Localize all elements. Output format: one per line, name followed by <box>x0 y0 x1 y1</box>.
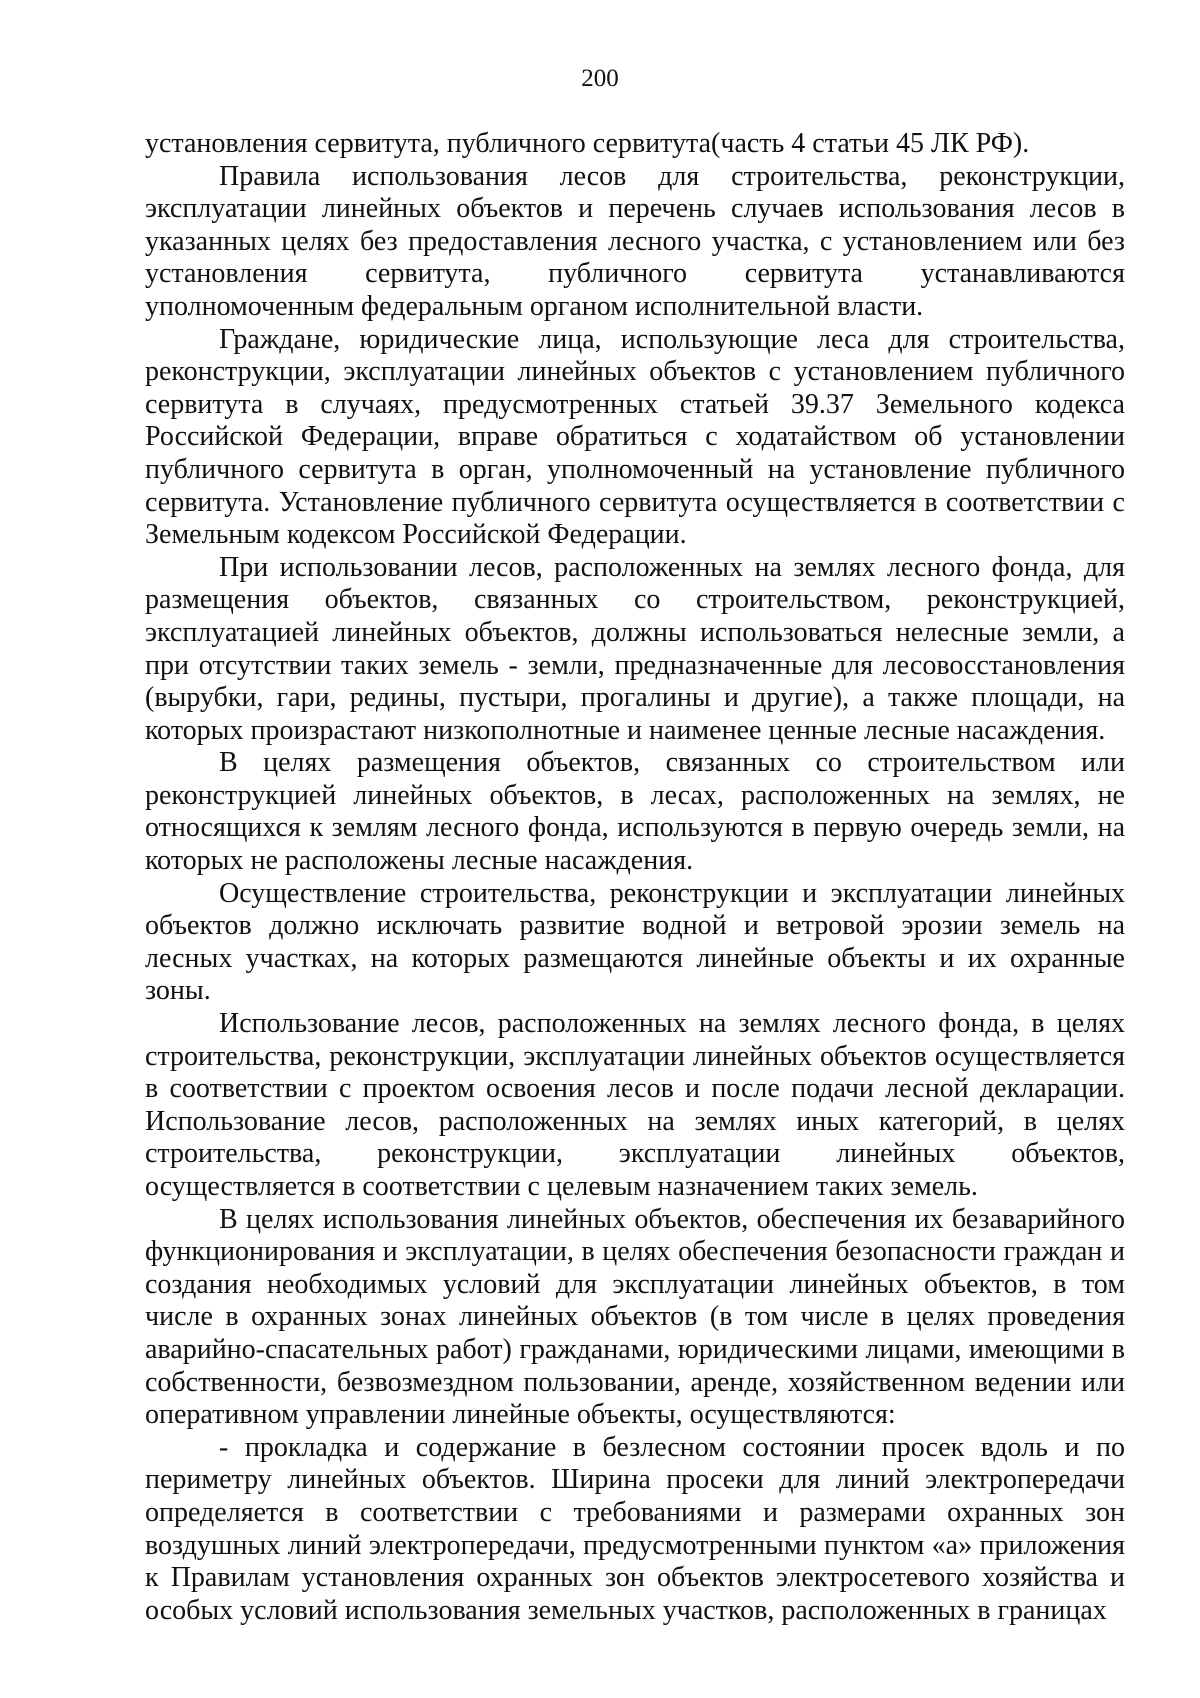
paragraph-rules: Правила использования лесов для строительства, реконструкции, эксплуатации линейных объектов и перечень случаев использования лесов в указанных целях без предоставления лесного участка, с установлением или без установления сервитута, публичного сервитута устанавливаются уполномоченным федеральным органом исполнительной власти. <box>145 160 1125 322</box>
paragraph-project-declaration: Использование лесов, расположенных на землях лесного фонда, в целях строительства, реконструкции, эксплуатации линейных объектов осуществляется в соответствии с проектом освоения лесов и после подачи лесной декларации. Использование лесов, расположенных на землях иных категорий, в целях строительства, реконструкции, эксплуатации линейных объектов, осуществляется в соответствии с целевым назначением таких земель. <box>145 1008 1125 1202</box>
paragraph-clearings: - прокладка и содержание в безлесном состоянии просек вдоль и по периметру линейных объектов. Ширина просеки для линий электропередачи определяется в соответствии с требованиями и размерами охранных зон воздушных линий электропередачи, предусмотренными пунктом «а» приложения к Правилам установления охранных зон объектов электросетевого хозяйства и особых условий использования земельных участков, расположенных в границах <box>145 1431 1125 1626</box>
paragraph-erosion: Осуществление строительства, реконструкции и эксплуатации линейных объектов должно исключать развитие водной и ветровой эрозии земель на лесных участках, на которых размещаются линейные объекты и их охранные зоны. <box>145 877 1125 1007</box>
paragraph-operation-goals: В целях использования линейных объектов, обеспечения их безаварийного функционирования и эксплуатации, в целях обеспечения безопасности граждан и создания необходимых условий для эксплуатации линейных объектов, в том числе в охранных зонах линейных объектов (в том числе в целях проведения аварийно-спасательных работ) гражданами, юридическими лицами, имеющими в собственности, безвозмездном пользовании, аренде, хозяйственном ведении или оперативном управлении линейные объекты, осуществляются: <box>145 1203 1125 1431</box>
paragraph-continuation: установления сервитута, публичного сервитута(часть 4 статьи 45 ЛК РФ). <box>145 128 1030 159</box>
document-body <box>145 128 1125 1627</box>
page-number: 200 <box>581 65 619 92</box>
paragraph-citizens: Граждане, юридические лица, использующие леса для строительства, реконструкции, эксплуатации линейных объектов с установлением публичного сервитута в случаях, предусмотренных статьей 39.37 Земельного кодекса Российской Федерации, вправе обратиться с ходатайством об установлении публичного сервитута в орган, уполномоченный на установление публичного сервитута. Установление публичного сервитута осуществляется в соответствии с Земельным кодексом Российской Федерации. <box>145 323 1125 551</box>
paragraph-other-lands: В целях размещения объектов, связанных со строительством или реконструкцией линейных объектов, в лесах, расположенных на землях, не относящихся к землям лесного фонда, используются в первую очередь земли, на которых не расположены лесные насаждения. <box>145 747 1125 877</box>
paragraph-forest-fund-lands: При использовании лесов, расположенных на землях лесного фонда, для размещения объектов, связанных со строительством, реконструкцией, эксплуатацией линейных объектов, должны использоваться нелесные земли, а при отсутствии таких земель - земли, предназначенные для лесовосстановления (вырубки, гари, редины, пустыри, прогалины и другие), а также площади, на которых произрастают низкополнотные и наименее ценные лесные насаждения. <box>145 551 1125 746</box>
